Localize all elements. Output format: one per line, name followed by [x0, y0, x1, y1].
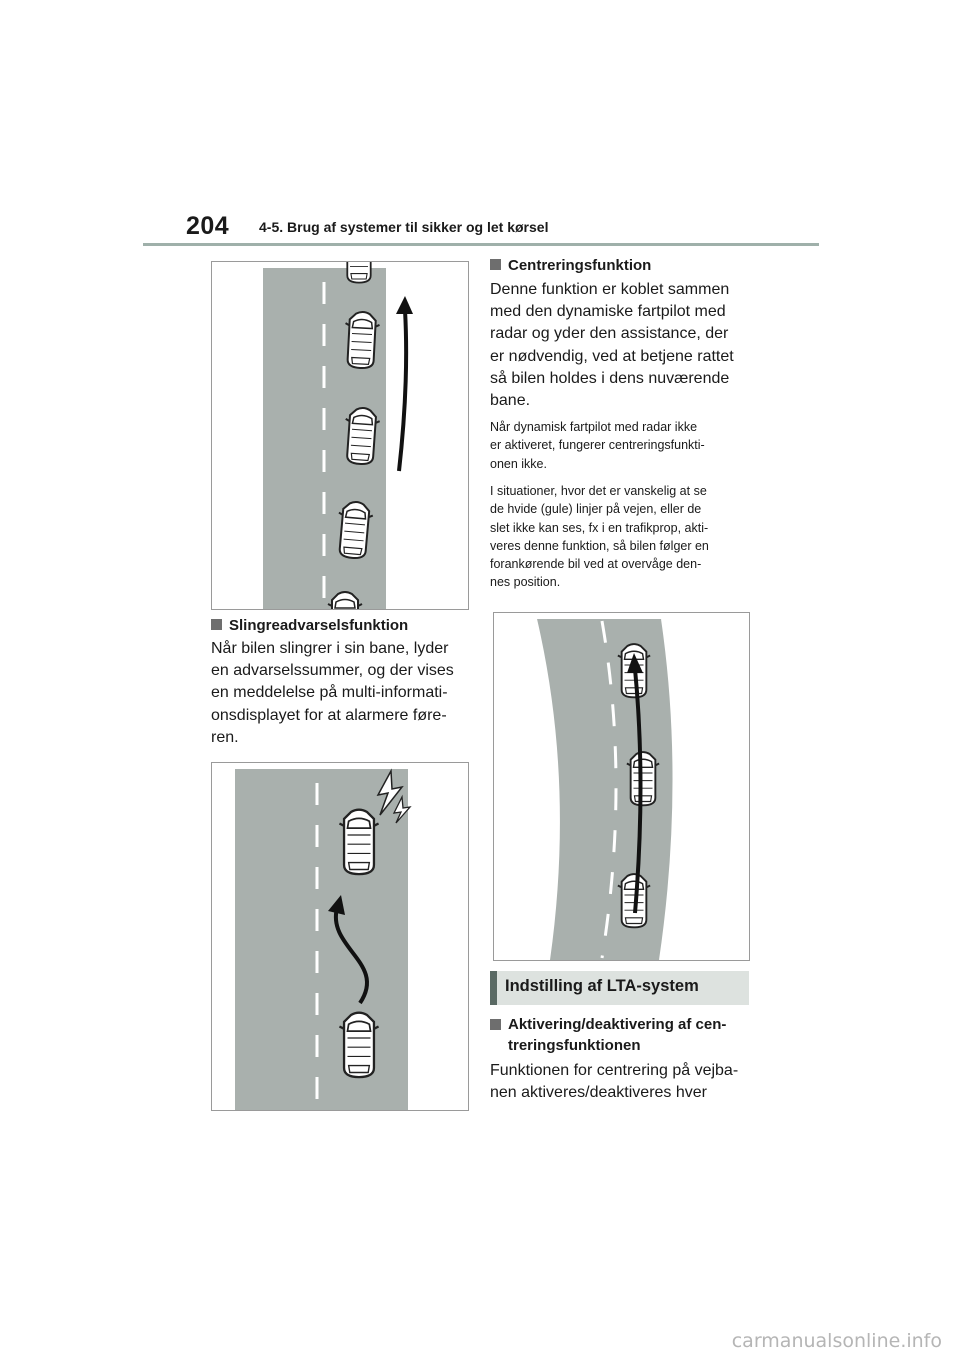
chapter-title: 4-5. Brug af systemer til sikker og let kørsel: [259, 219, 549, 235]
car-icon: [627, 752, 659, 805]
centering-text: Denne funktion er koblet sammen med den dynamiske fartpilot med radar og yder den assistance, der er nødvendig, ved at betjene rattet så bilen holdes i dens nuværende bane.: [490, 281, 734, 410]
heading-centering: Centreringsfunktion: [490, 255, 651, 276]
centering-note-2: I situationer, hvor det er vanskelig at se de hvide (gule) linjer på vejen, eller de slet ikke kan ses, fx i en trafikprop, akti- veres denne funktion, så bilen følger en forankørende bil ved at overvåge den- nes position.: [490, 484, 709, 590]
arrow-icon: [399, 310, 406, 471]
watermark: carmanualsonline.info: [731, 1330, 942, 1352]
figure-lane-centering-curve: [493, 612, 750, 961]
activation-text: Funktionen for centrering på vejba- nen aktiveres/deaktiveres hver: [490, 1062, 739, 1102]
car-icon: [344, 262, 375, 283]
sway-warning-text: Når bilen slingrer i sin bane, lyder en advarselssummer, og der vises en meddelelse på multi-informati- onsdisplayet for at alarmere føre- ren.: [211, 640, 454, 746]
page-number: 204: [186, 212, 230, 240]
car-icon: [339, 810, 378, 874]
figure-lane-centering-straight: [211, 261, 469, 610]
header-divider: [143, 243, 819, 246]
centering-note-1: Når dynamisk fartpilot med radar ikke er aktiveret, fungerer centreringsfunkti- onen ikke.: [490, 420, 705, 471]
car-icon: [339, 1013, 378, 1077]
heading-activation: Aktivering/deaktivering af cen- treringsfunktionen: [490, 1014, 726, 1056]
square-bullet-icon: [211, 619, 222, 630]
square-bullet-icon: [490, 1019, 501, 1030]
heading-sway-warning: Slingreadvarselsfunktion: [211, 615, 408, 636]
figure-sway-warning: [211, 762, 469, 1111]
section-title-lta-settings: Indstilling af LTA-system: [490, 971, 749, 1005]
car-icon: [343, 311, 380, 369]
road-surface: [234, 769, 409, 1110]
square-bullet-icon: [490, 259, 501, 270]
